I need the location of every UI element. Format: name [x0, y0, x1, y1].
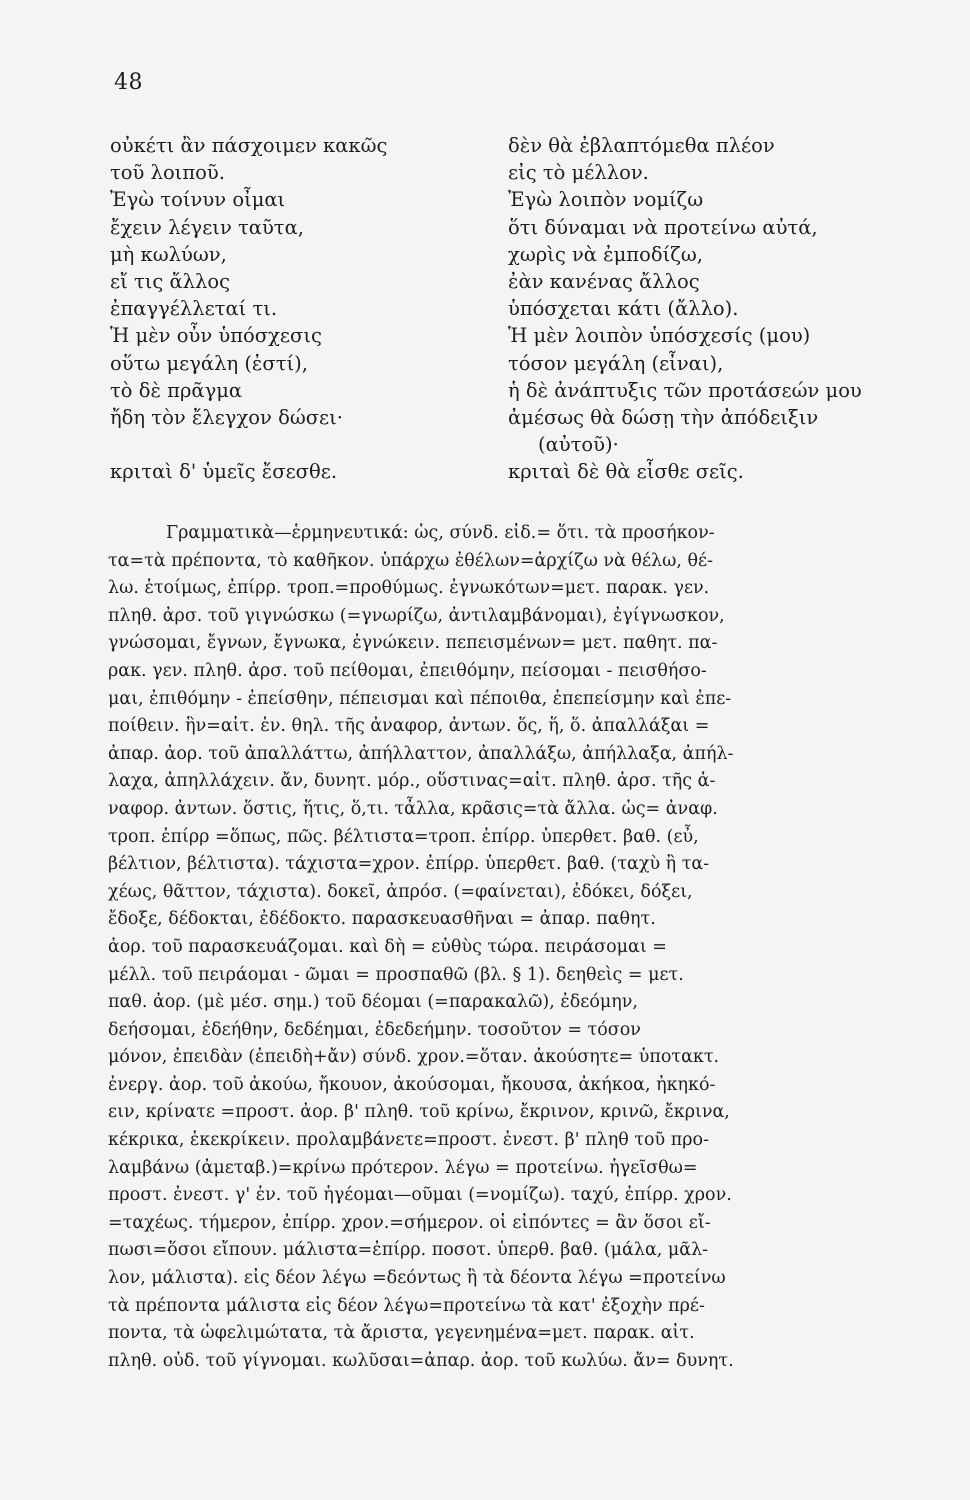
notes-line: Γραμματικὰ—ἑρμηνευτικά: ὡς, σύνδ. εἰδ.= ὅτι. τὰ προσήκον-: [166, 523, 715, 543]
notes-line: βέλτιον, βέλτιστα). τάχιστα=χρον. ἐπίρρ. ὑπερθετ. βαθ. (ταχὺ ἢ τα-: [108, 854, 710, 875]
notes-line: μόνον, ἐπειδὰν (ἐπειδὴ+ἄν) σύνδ. χρον.=ὅταν. ἀκούσητε= ὑποτακτ.: [108, 1047, 720, 1068]
notes-line: ἔδοξε, δέδοκται, ἐδέδοκτο. παρασκευασθῆναι = ἀπαρ. παθητ.: [108, 909, 656, 930]
modern-line: Ἐγὼ λοιπὸν νομίζω: [508, 188, 704, 212]
greek-line: τοῦ λοιποῦ.: [110, 161, 225, 185]
notes-line: ποντα, τὰ ὠφελιμώτατα, τὰ ἄριστα, γεγενημένα=μετ. παρακ. αἰτ.: [108, 1323, 695, 1344]
modern-line: ὑπόσχεται κάτι (ἄλλο).: [508, 297, 739, 321]
notes-line: λω. ἑτοίμως, ἐπίρρ. τροπ.=προθύμως. ἐγνωκότων=μετ. παρακ. γεν.: [108, 578, 710, 599]
notes-line: λον, μάλιστα). εἰς δέον λέγω =δεόντως ἢ τὰ δέοντα λέγω =προτείνω: [108, 1268, 726, 1289]
notes-line: παθ. ἀορ. (μὲ μέσ. σημ.) τοῦ δέομαι (=παρακαλῶ), ἐδεόμην,: [108, 992, 638, 1013]
notes-line: ναφορ. ἀντων. ὅστις, ἥτις, ὅ,τι. τἆλλα, κρᾶσις=τὰ ἄλλα. ὡς= ἀναφ.: [108, 798, 718, 819]
grammar-notes: [108, 520, 908, 1375]
notes-line: πληθ. ἀρσ. τοῦ γιγνώσκω (=γνωρίζω, ἀντιλαμβάνομαι), ἐγίγνωσκον,: [108, 605, 725, 626]
greek-line: ἔχειν λέγειν ταῦτα,: [110, 215, 304, 239]
notes-line: ἀορ. τοῦ παρασκευάζομαι. καὶ δὴ = εὐθὺς τώρα. πειράσομαι =: [108, 936, 667, 957]
modern-line: Ἡ μὲν λοιπὸν ὑπόσχεσίς (μου): [508, 324, 811, 348]
modern-text-column: [508, 132, 918, 485]
notes-line: χέως, θᾶττον, τάχιστα). δοκεῖ, ἀπρόσ. (=φαίνεται), ἐδόκει, δόξει,: [108, 881, 693, 902]
modern-line: ἡ δὲ ἀνάπτυξις τῶν προτάσεών μου: [508, 378, 862, 402]
modern-line: τόσον μεγάλη (εἶναι),: [508, 351, 724, 375]
notes-line: τα=τὰ πρέποντα, τὸ καθῆκον. ὑπάρχω ἐθέλων=ἀρχίζω νὰ θέλω, θέ-: [108, 550, 714, 571]
modern-line: δὲν θὰ ἐβλαπτόμεθα πλέον: [508, 134, 775, 157]
greek-line: κριταὶ δ' ὑμεῖς ἔσεσθε.: [110, 460, 338, 484]
greek-line: Ἐγὼ τοίνυν οἶμαι: [110, 188, 286, 212]
greek-line: οὐκέτι ἂν πάσχοιμεν κακῶς: [110, 134, 388, 157]
notes-line: =ταχέως. τήμερον, ἐπίρρ. χρον.=σήμερον. οἱ εἰπόντες = ἂν ὅσοι εἴ-: [108, 1212, 711, 1233]
notes-line: πληθ. οὐδ. τοῦ γίγνομαι. κωλῦσαι=ἀπαρ. ἀορ. τοῦ κωλύω. ἄν= δυνητ.: [108, 1350, 734, 1371]
modern-line: ὅτι δύναμαι νὰ προτείνω αὐτά,: [508, 215, 818, 239]
greek-line: μὴ κωλύων,: [110, 242, 227, 266]
notes-line: πωσι=ὅσοι εἴπουν. μάλιστα=ἐπίρρ. ποσοτ. ὑπερθ. βαθ. (μάλα, μᾶλ-: [108, 1240, 709, 1261]
notes-line: λαχα, ἀπηλλάχειν. ἄν, δυνητ. μόρ., οὕστινας=αἰτ. πληθ. ἀρσ. τῆς ἀ-: [108, 771, 716, 792]
greek-line: εἴ τις ἄλλος: [110, 269, 231, 293]
modern-line: ἐὰν κανένας ἄλλος: [508, 269, 700, 293]
greek-line: οὕτω μεγάλη (ἐστί),: [110, 351, 308, 375]
notes-line: ειν, κρίνατε =προστ. ἀορ. β' πληθ. τοῦ κρίνω, ἔκρινον, κρινῶ, ἔκρινα,: [108, 1102, 730, 1123]
greek-line: ἐπαγγέλλεταί τι.: [110, 297, 278, 321]
greek-line: Ἡ μὲν οὖν ὑπόσχεσις: [110, 324, 322, 348]
page-number: 48: [114, 70, 143, 95]
notes-line: δεήσομαι, ἐδεήθην, δεδέημαι, ἐδεδεήμην. τοσοῦτον = τόσον: [108, 1019, 641, 1040]
modern-line: (αὐτοῦ)·: [538, 433, 619, 457]
modern-line: ἀμέσως θὰ δώσῃ τὴν ἀπόδειξιν: [508, 405, 819, 429]
greek-line: τὸ δὲ πρᾶγμα: [110, 378, 243, 402]
notes-line: λαμβάνω (ἀμεταβ.)=κρίνω πρότερον. λέγω = προτείνω. ἡγεῖσθω=: [108, 1157, 698, 1178]
notes-line: ἐνεργ. ἀορ. τοῦ ἀκούω, ἤκουον, ἀκούσομαι, ἤκουσα, ἀκήκοα, ἠκηκό-: [108, 1074, 716, 1095]
notes-line: ποίθειν. ἣν=αἰτ. ἑν. θηλ. τῆς ἀναφορ, ἀντων. ὅς, ἥ, ὅ. ἀπαλλάξαι =: [108, 716, 710, 737]
notes-line: κέκρικα, ἐκεκρίκειν. προλαμβάνετε=προστ. ἐνεστ. β' πληθ τοῦ προ-: [108, 1130, 709, 1151]
modern-line: εἰς τὸ μέλλον.: [508, 161, 649, 185]
blank-line: [110, 431, 490, 458]
greek-line: ἤδη τὸν ἔλεγχον δώσει·: [110, 405, 343, 429]
notes-line: μέλλ. τοῦ πειράομαι - ῶμαι = προσπαθῶ (βλ. § 1). δεηθεὶς = μετ.: [108, 964, 684, 985]
modern-line: χωρὶς νὰ ἐμποδίζω,: [508, 242, 703, 266]
notes-line: γνώσομαι, ἔγνων, ἔγνωκα, ἐγνώκειν. πεπεισμένων= μετ. παθητ. πα-: [108, 633, 718, 654]
notes-line: ἀπαρ. ἀορ. τοῦ ἀπαλλάττω, ἀπήλλαττον, ἀπαλλάξω, ἀπήλλαξα, ἀπήλ-: [108, 743, 734, 764]
notes-line: τὰ πρέποντα μάλιστα εἰς δέον λέγω=προτείνω τὰ κατ' ἐξοχὴν πρέ-: [108, 1295, 705, 1316]
notes-line: προστ. ἐνεστ. γ' ἑν. τοῦ ἡγέομαι—οῦμαι (=νομίζω). ταχύ, ἐπίρρ. χρον.: [108, 1185, 732, 1206]
notes-line: ρακ. γεν. πληθ. ἀρσ. τοῦ πείθομαι, ἐπειθόμην, πείσομαι - πεισθήσο-: [108, 660, 707, 681]
notes-line: τροπ. ἐπίρρ =ὅπως, πῶς. βέλτιστα=τροπ. ἐπίρρ. ὑπερθετ. βαθ. (εὖ,: [108, 826, 699, 847]
notes-line: μαι, ἐπιθόμην - ἐπείσθην, πέπεισμαι καὶ πέποιθα, ἐπεπείσμην καὶ ἐπε-: [108, 688, 732, 709]
greek-text-column: [110, 132, 490, 485]
modern-line: κριταὶ δὲ θὰ εἶσθε σεῖς.: [508, 460, 744, 484]
